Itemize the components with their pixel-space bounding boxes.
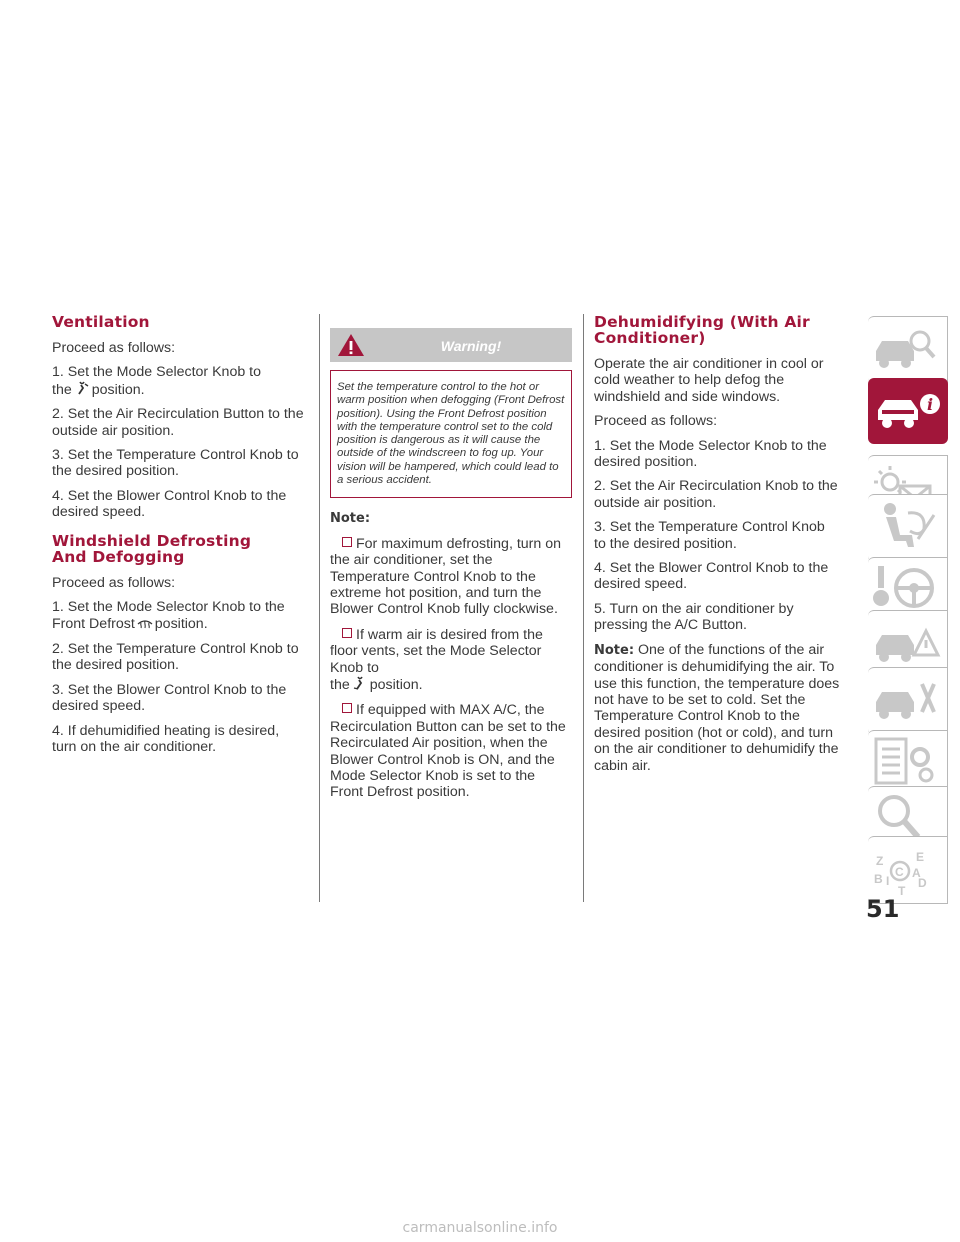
nav-tab-getting-to-know[interactable] <box>868 316 948 384</box>
step-dehum-2: 2. Set the Air Recirculation Knob to the outside air position. <box>594 478 838 511</box>
step-def-4: 4. If dehumidified heating is desired, turn on the air conditioner. <box>52 722 280 755</box>
heading-ventilation: Ventilation <box>52 313 150 331</box>
column-warning-note <box>330 314 572 810</box>
note-bullet-2: If warm air is desired from the floor vents, set the Mode Selector Knob to the position. <box>330 626 543 694</box>
heading-dehumidifying: Dehumidifying (With Air Conditioner) <box>594 313 810 347</box>
front-defrost-icon <box>137 615 153 629</box>
vent-mode-icon <box>74 381 90 395</box>
nav-tab-index[interactable] <box>868 836 948 904</box>
index-letter-z: Z <box>876 854 884 868</box>
car-search-icon <box>868 317 948 383</box>
step-vent-1: 1. Set the Mode Selector Knob to the position. <box>52 364 262 398</box>
note-bullet-3: If equipped with MAX A/C, the Recirculation Button can be set to the Recirculated Air position, when the Blower Control Knob is ON, and the Mode Selector Knob is set to the Front Defrost position. <box>330 702 566 801</box>
car-service-icon <box>868 668 948 734</box>
column-divider-1 <box>319 314 320 902</box>
text-dehum-proceed: Proceed as follows: <box>594 413 718 430</box>
note-dehum: Note: One of the functions of the air conditioner is dehumidifying the air. To use this function, the temperature does not have to be set to cold. Set the Temperature Control Knob to the desired position (hot or cold), and turn on the air conditioner to dehumidify the cabin air. <box>594 641 840 774</box>
index-letters-icon <box>868 837 948 903</box>
page-number: 51 <box>866 895 900 923</box>
step-vent-2: 2. Set the Air Recirculation Button to the outside air position. <box>52 406 304 439</box>
step-dehum-4: 4. Set the Blower Control Knob to the desired speed. <box>594 560 829 593</box>
text-vent-intro: Proceed as follows: <box>52 340 176 356</box>
column-dehumidifying <box>594 314 840 782</box>
step-vent-4: 4. Set the Blower Control Knob to the desired speed. <box>52 487 287 521</box>
index-letter-b: B <box>874 872 883 886</box>
warning-title: Warning! <box>440 338 502 354</box>
nav-tab-controls-current[interactable] <box>868 378 948 444</box>
step-def-3: 3. Set the Blower Control Knob to the desired speed. <box>52 681 287 715</box>
nav-tab-safety[interactable] <box>868 494 948 562</box>
bullet-box-icon <box>342 537 352 547</box>
column-ventilation <box>52 314 304 763</box>
step-dehum-5: 5. Turn on the air conditioner by pressing the A/C Button. <box>594 600 794 634</box>
car-info-icon <box>868 378 948 444</box>
text-def-intro: Proceed as follows: <box>52 574 176 591</box>
column-divider-2 <box>583 314 584 902</box>
index-letter-c: C <box>895 865 904 879</box>
floor-mode-icon <box>352 676 368 690</box>
heading-defrost: Windshield Defrosting And Defogging <box>52 531 252 566</box>
step-vent-3: 3. Set the Temperature Control Knob to the desired position. <box>52 447 299 480</box>
step-def-1: 1. Set the Mode Selector Knob to the Front Defrost position. <box>52 599 285 633</box>
airbag-seat-icon <box>868 495 948 561</box>
index-letter-e: E <box>916 850 925 864</box>
index-letter-a: A <box>912 866 921 880</box>
footer-watermark: carmanualsonline.info <box>402 1220 558 1236</box>
step-dehum-3: 3. Set the Temperature Control Knob to the desired position. <box>594 519 825 552</box>
bullet-box-icon <box>342 628 352 638</box>
step-def-2: 2. Set the Temperature Control Knob to the desired position. <box>52 640 299 674</box>
nav-tab-servicing[interactable] <box>868 667 948 735</box>
index-letter-i: I <box>886 874 890 888</box>
bullet-box-icon <box>342 703 352 713</box>
warning-body: Set the temperature control to the hot or warm position when defogging (Front Defrost position). Using the Front Defrost position with the temperature control set to the cold position is dangerous as it will cause the outside of the windscreen to fog up. Your vision will be hampered, which could lead to a serious accident. <box>330 370 572 498</box>
note-heading: Note: <box>330 511 371 527</box>
svg-text:i: i <box>926 395 934 414</box>
text-dehum-intro: Operate the air conditioner in cool or cold weather to help defog the windshield and side windows. <box>594 356 824 405</box>
index-letter-d: D <box>918 876 927 890</box>
step-dehum-1: 1. Set the Mode Selector Knob to the desired position. <box>594 437 827 471</box>
warning-header <box>330 328 572 362</box>
index-letter-t: T <box>898 884 906 898</box>
note-bullet-1: For maximum defrosting, turn on the air conditioner, set the Temperature Control Knob to the extreme hot position, and turn the Blower Control Knob fully clockwise. <box>330 535 562 618</box>
